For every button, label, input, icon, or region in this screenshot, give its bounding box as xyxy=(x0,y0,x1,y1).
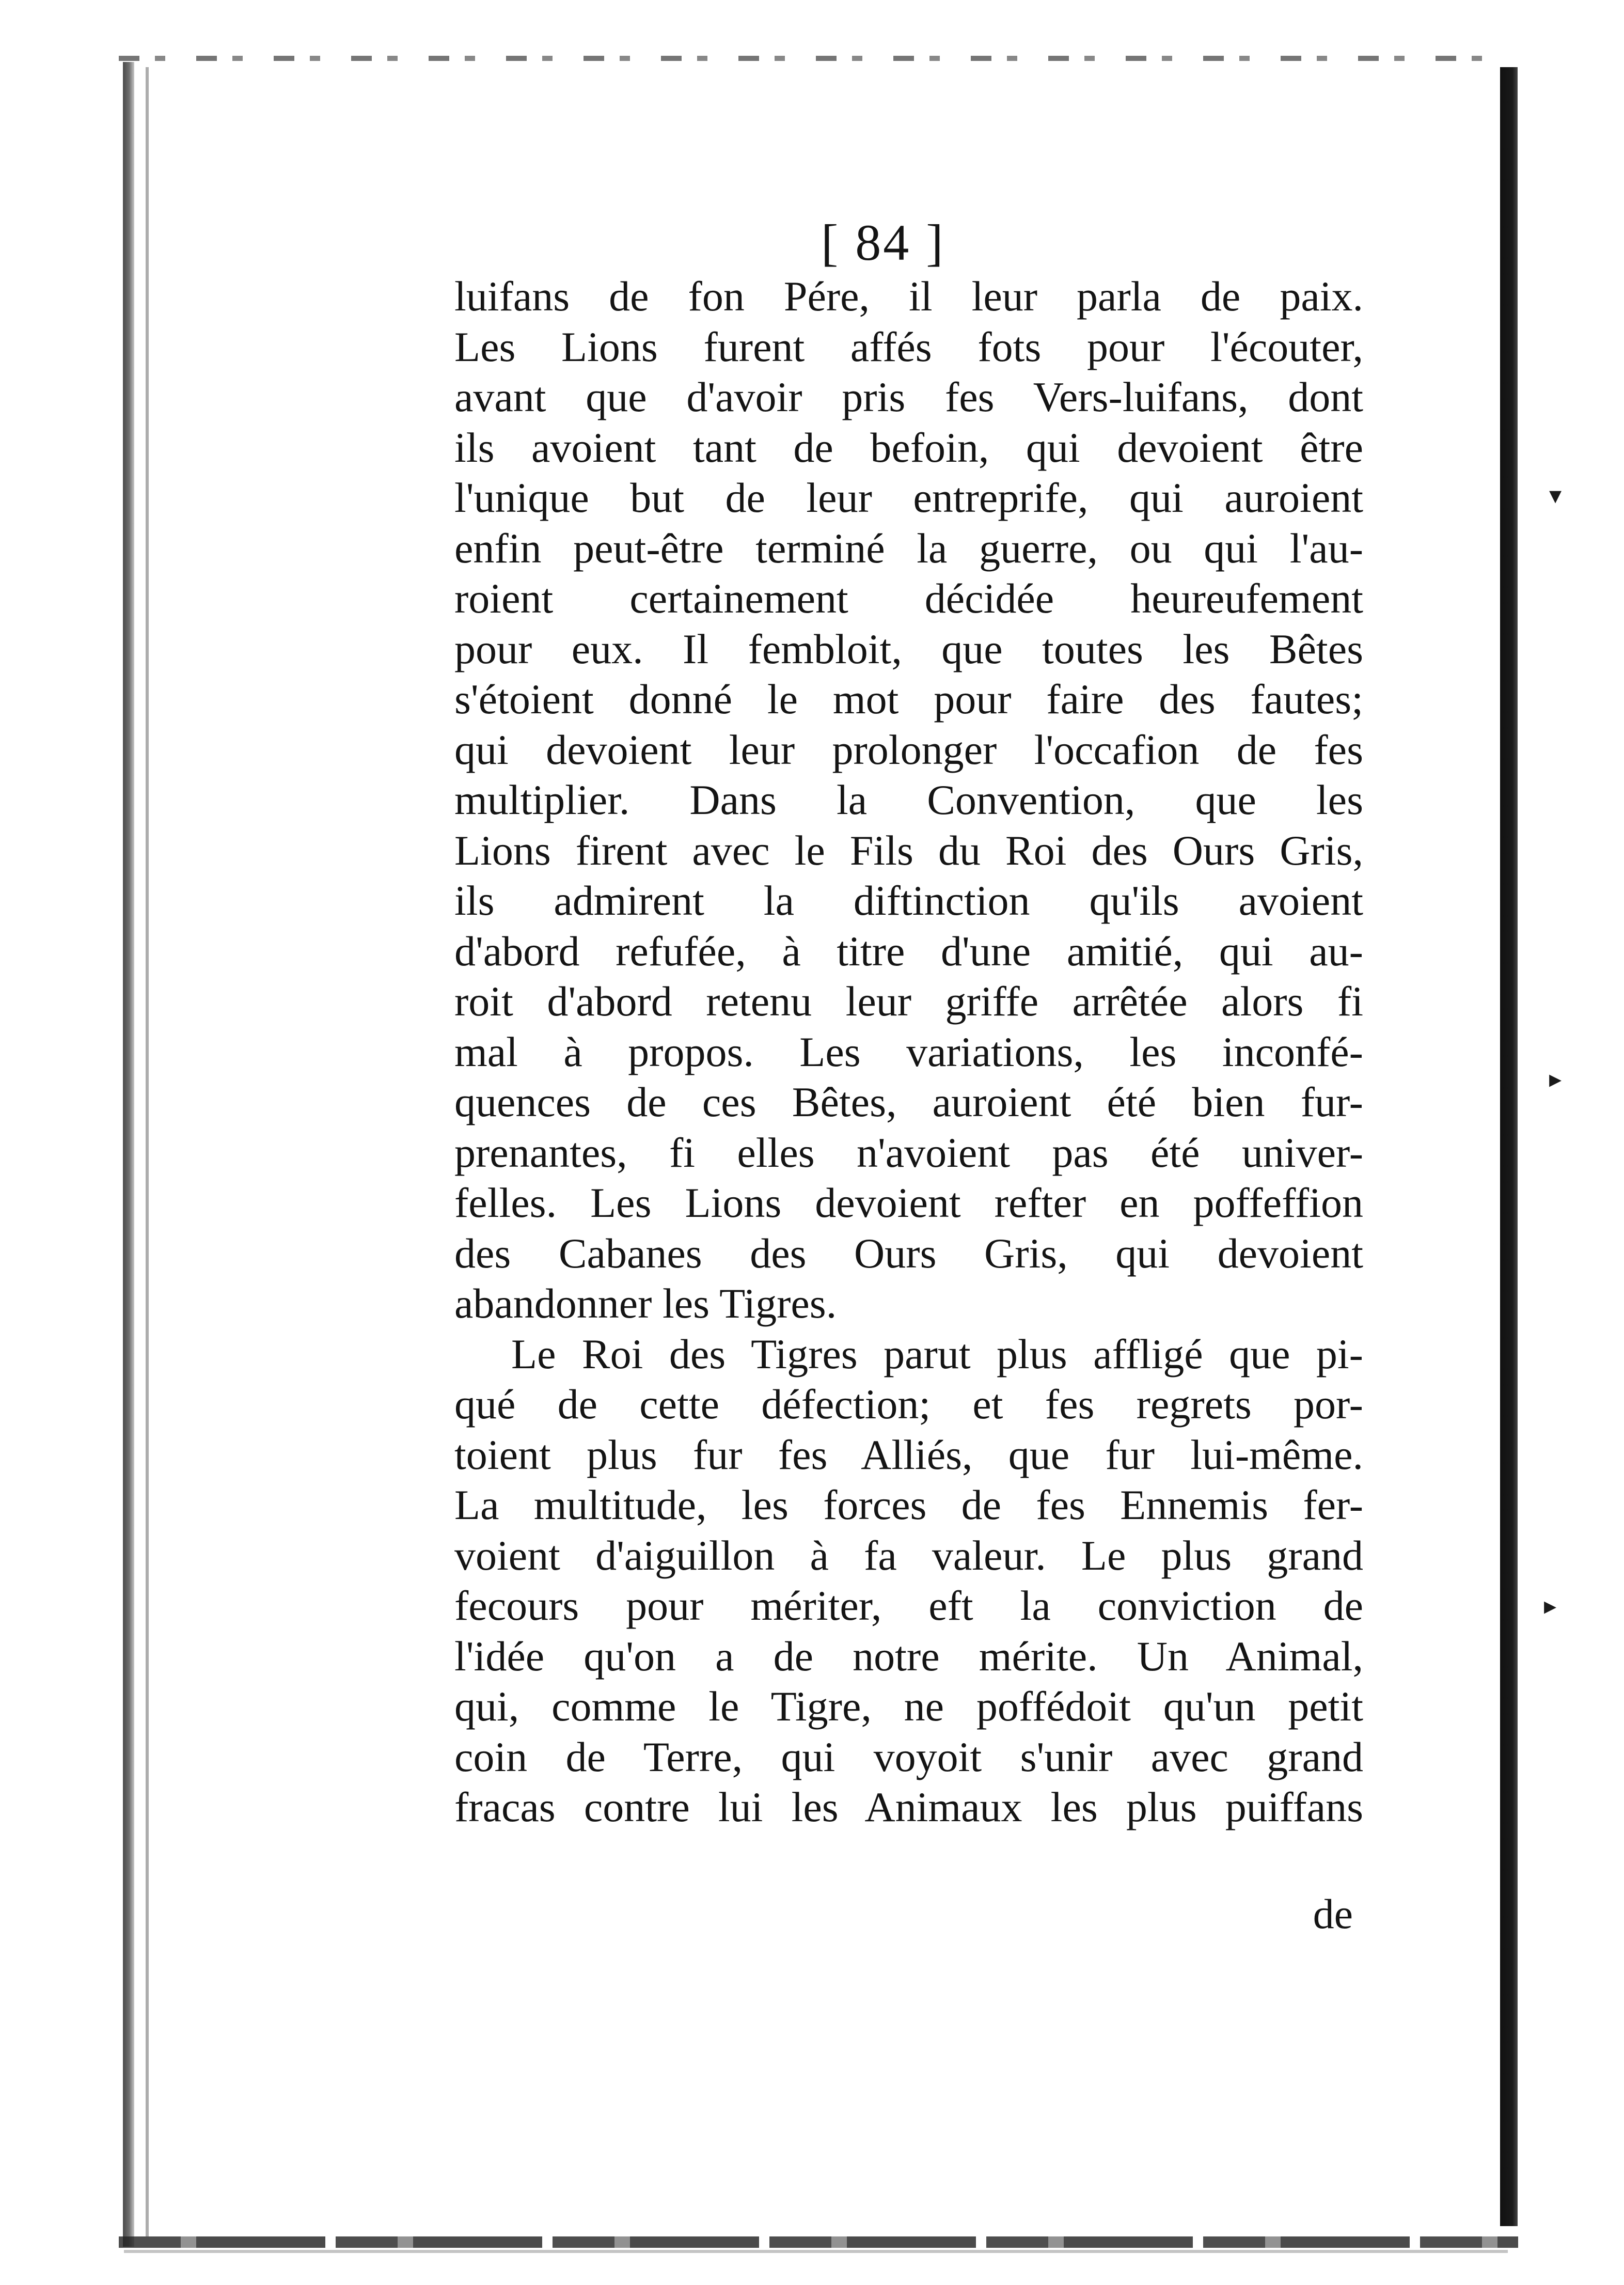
text-line: des Cabanes des Ours Gris, qui devoient xyxy=(454,1229,1363,1277)
text-line: ils avoient tant de befoin, qui devoient être xyxy=(454,424,1363,471)
text-line: avant que d'avoir pris fes Vers-luifans, dont xyxy=(454,373,1363,420)
margin-mark-1: ▾ xyxy=(1549,481,1562,510)
scan-border-top xyxy=(119,56,1513,61)
text-line: l'unique but de leur entreprife, qui auroient xyxy=(454,474,1363,521)
scan-border-bottom-inner xyxy=(124,2250,1508,2253)
text-line: roit d'abord retenu leur griffe arrêtée alors fi xyxy=(454,978,1363,1025)
text-line: enfin peut-être terminé la guerre, ou qui l'au- xyxy=(454,524,1363,572)
margin-mark-2: ▸ xyxy=(1549,1065,1562,1093)
text-line: fecours pour mériter, eft la conviction de xyxy=(454,1582,1363,1629)
body-text xyxy=(454,271,1363,1833)
scan-border-left-inner xyxy=(146,67,149,2236)
text-line: luifans de fon Pére, il leur parla de paix. xyxy=(454,273,1363,320)
text-line: coin de Terre, qui voyoit s'unir avec grand xyxy=(454,1733,1363,1780)
text-line: mal à propos. Les variations, les inconfé- xyxy=(454,1028,1363,1075)
catchword: de xyxy=(1313,1890,1353,1937)
scan-border-bottom xyxy=(119,2236,1518,2248)
text-line: pour eux. Il fembloit, que toutes les Bêtes xyxy=(454,625,1363,672)
scan-border-right xyxy=(1500,67,1518,2226)
text-line: prenantes, fi elles n'avoient pas été univer- xyxy=(454,1129,1363,1176)
scan-border-left xyxy=(123,62,134,2247)
text-line: fracas contre lui les Animaux les plus puiffans xyxy=(454,1783,1363,1830)
text-line: qui devoient leur prolonger l'occafion de fes xyxy=(454,726,1363,773)
text-line: abandonner les Tigres. xyxy=(454,1280,837,1327)
text-line: qui, comme le Tigre, ne poffédoit qu'un petit xyxy=(454,1683,1363,1730)
text-line: quences de ces Bêtes, auroient été bien fur- xyxy=(454,1078,1363,1125)
text-line: roient certainement décidée heureufement xyxy=(454,575,1363,622)
text-line: d'abord refufée, à titre d'une amitié, qui au- xyxy=(454,927,1363,975)
text-line: qué de cette défection; et fes regrets por- xyxy=(454,1381,1363,1428)
text-line: multiplier. Dans la Convention, que les xyxy=(454,776,1363,823)
page-number: [ 84 ] xyxy=(821,214,945,271)
text-line: Les Lions furent affés fots pour l'écouter, xyxy=(454,323,1363,370)
text-line: La multitude, les forces de fes Ennemis fer- xyxy=(454,1481,1363,1528)
text-line: felles. Les Lions devoient refter en poffeffion xyxy=(454,1179,1363,1226)
text-line: ils admirent la diftinction qu'ils avoient xyxy=(454,877,1363,924)
margin-mark-3: ▸ xyxy=(1544,1591,1557,1620)
text-line: Lions firent avec le Fils du Roi des Ours Gris, xyxy=(454,826,1363,874)
text-line: voient d'aiguillon à fa valeur. Le plus grand xyxy=(454,1531,1363,1579)
paragraph-first-line: Le Roi des Tigres parut plus affligé que pi- xyxy=(511,1330,1363,1378)
text-line: s'étoient donné le mot pour faire des fautes; xyxy=(454,676,1363,723)
text-line: l'idée qu'on a de notre mérite. Un Animal, xyxy=(454,1632,1363,1680)
text-line: toient plus fur fes Alliés, que fur lui-même. xyxy=(454,1431,1363,1478)
